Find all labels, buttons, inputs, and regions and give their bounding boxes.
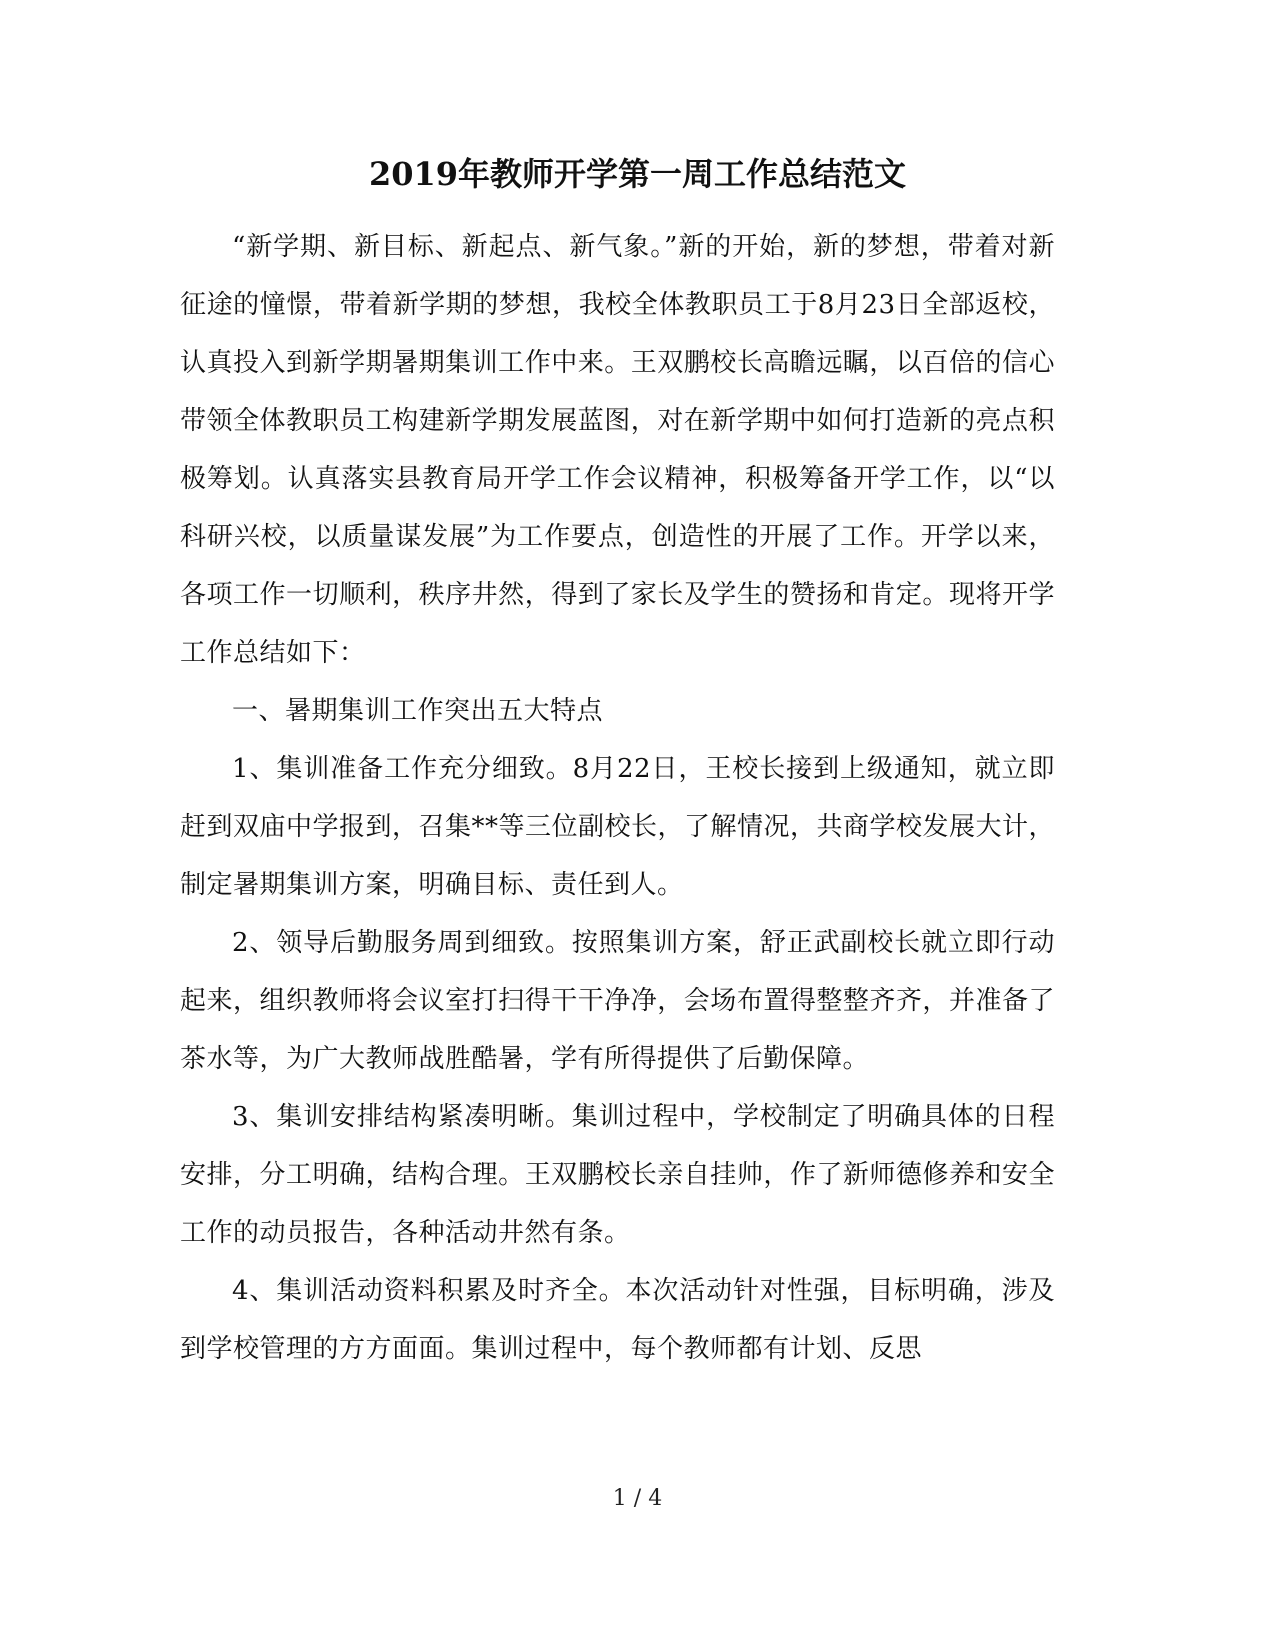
page-number: 1 / 4: [612, 1486, 663, 1511]
document-title: 2019年教师开学第一周工作总结范文: [368, 155, 907, 193]
paragraph-item-3: 3、集训安排结构紧凑明晰。集训过程中，学校制定了明确具体的日程安排，分工明确，结构合理。王双鹏校长亲自挂帅，作了新师德修养和安全工作的动员报告，各种活动井然有条。: [180, 1102, 1055, 1248]
paragraph-item-1: 1、集训准备工作充分细致。8月22日，王校长接到上级通知，就立即赶到双庙中学报到，召集**等三位副校长，了解情况，共商学校发展大计，制定暑期集训方案，明确目标、责任到人。: [180, 754, 1056, 900]
section-heading: 一、暑期集训工作突出五大特点: [232, 696, 604, 726]
paragraph-item-2: 2、领导后勤服务周到细致。按照集训方案，舒正武副校长就立即行动起来，组织教师将会议室打扫得干干净净，会场布置得整整齐齐，并准备了茶水等，为广大教师战胜酷暑，学有所得提供了后勤保障。: [180, 928, 1055, 1074]
document-body: [180, 218, 1055, 1378]
paragraph-intro: “新学期、新目标、新起点、新气象。”新的开始，新的梦想，带着对新征途的憧憬，带着新学期的梦想，我校全体教职员工于8月23日全部返校，认真投入到新学期暑期集训工作中来。王双鹏校长高瞻远瞩，以百倍的信心带领全体教职员工构建新学期发展蓝图，对在新学期中如何打造新的亮点积极筹划。认真落实县教育局开学工作会议精神，积极筹备开学工作，以“以科研兴校，以质量谋发展”为工作要点，创造性的开展了工作。开学以来，各项工作一切顺利，秩序井然，得到了家长及学生的赞扬和肯定。现将开学工作总结如下：: [180, 232, 1055, 668]
paragraph-item-4: 4、集训活动资料积累及时齐全。本次活动针对性强，目标明确，涉及到学校管理的方方面面。集训过程中，每个教师都有计划、反思: [180, 1276, 1055, 1364]
